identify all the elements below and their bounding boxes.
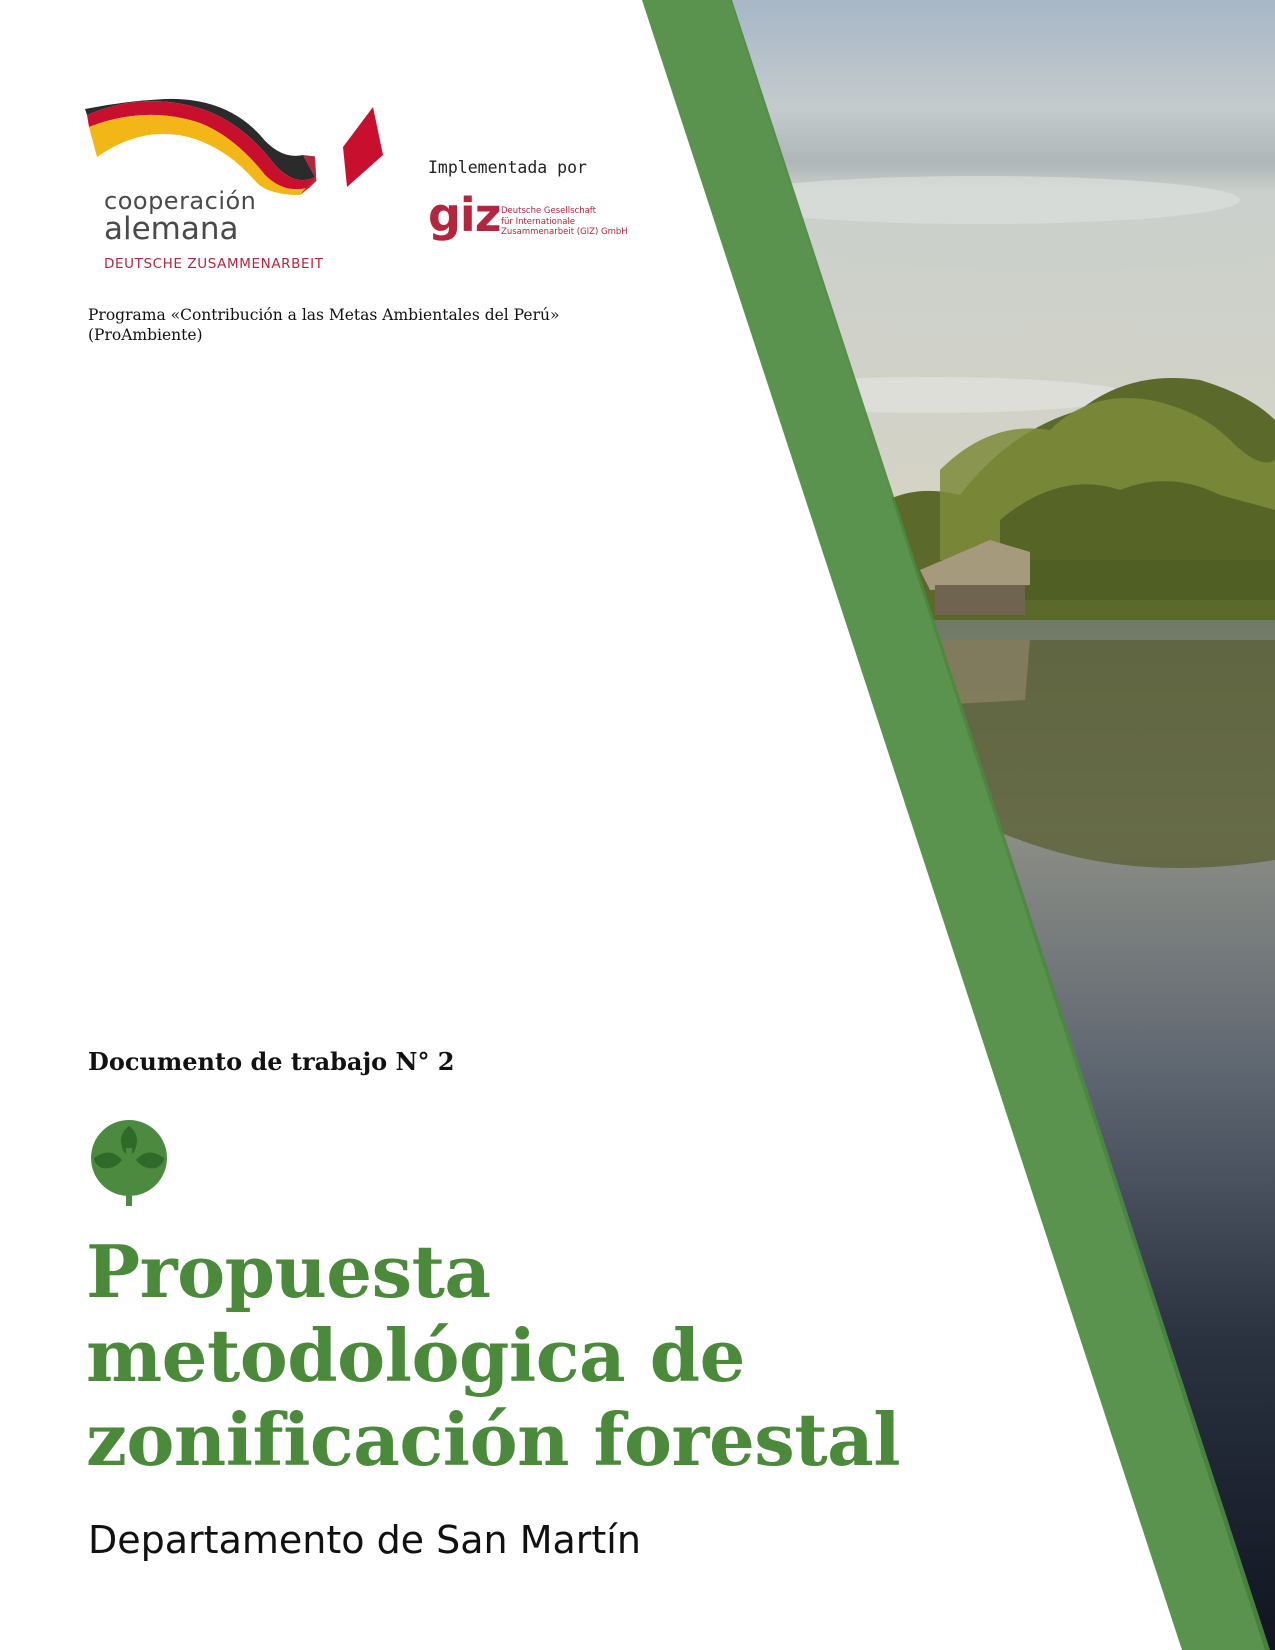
logo-text-deutsche-zusammenarbeit: DEUTSCHE ZUSAMMENARBEIT [104, 256, 324, 272]
program-line: (ProAmbiente) [88, 326, 203, 344]
tree-icon [86, 1118, 172, 1206]
implemented-by-label: Implementada por [428, 158, 587, 177]
giz-text-line: Deutsche Gesellschaft [501, 206, 596, 216]
giz-text-line: Zusammenarbeit (GIZ) GmbH [501, 227, 628, 237]
giz-logo: giz [428, 188, 501, 242]
giz-full-name [501, 206, 628, 238]
program-name [88, 305, 559, 345]
title-line: metodológica de [86, 1313, 745, 1398]
logo-text-cooperacion: cooperación [104, 187, 257, 215]
program-line: Programa «Contribución a las Metas Ambientales del Perú» [88, 306, 560, 324]
document-title [86, 1230, 986, 1482]
flag-ribbon-icon [85, 95, 395, 195]
logo-text-alemana: alemana [104, 211, 239, 247]
document-subtitle: Departamento de San Martín [88, 1518, 641, 1562]
document-type: Documento de trabajo N° 2 [88, 1047, 455, 1076]
cooperacion-alemana-logo [85, 95, 395, 275]
giz-text-line: für Internationale [501, 216, 576, 227]
title-line: Propuesta [86, 1229, 491, 1314]
title-line: zonificación forestal [86, 1397, 901, 1482]
